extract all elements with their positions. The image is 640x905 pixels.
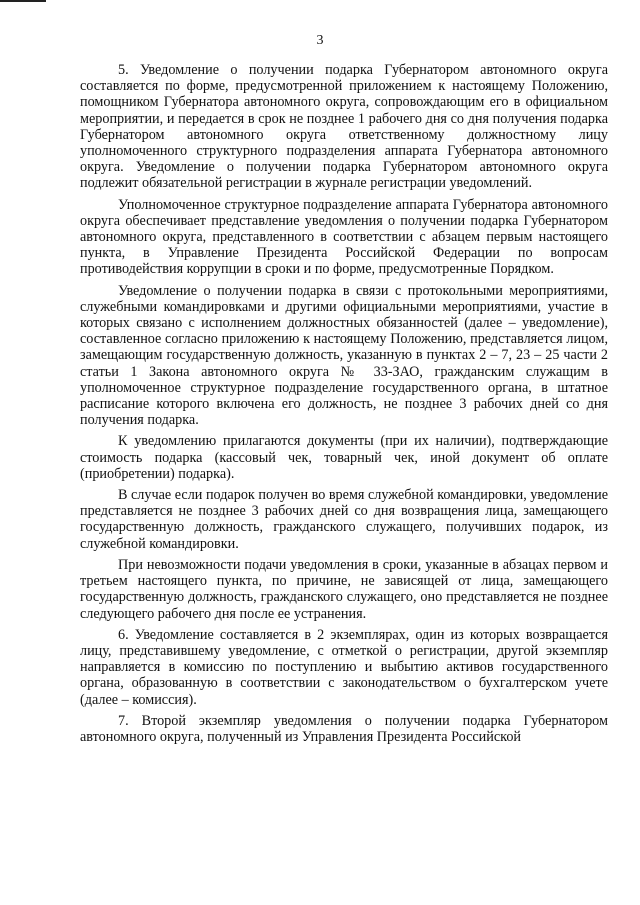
document-body [80, 62, 608, 750]
paragraph-business-trip: В случае если подарок получен во время служебной командировки, уведомление представляется не позднее 3 рабочих дней со дня возвращения лица, замещающего государственную должность, гражданского служащего, получивших подарок, из служебной командировки. [80, 487, 608, 552]
paragraph-documents: К уведомлению прилагаются документы (при их наличии), подтверждающие стоимость подарка (кассовый чек, товарный чек, иной документ об оплате (приобретении) подарка). [80, 433, 608, 482]
scan-corner-mark [0, 0, 46, 2]
page-number: 3 [316, 33, 324, 48]
paragraph-item-5: 5. Уведомление о получении подарка Губернатором автономного округа составляется по форме, предусмотренной приложением к настоящему Положению, помощником Губернатора автономного округа, сопровождающим его в официальном мероприятии, и передается в срок не позднее 1 рабочего дня со дня получения подарка Губернатором автономного округа ответственному должностному лицу уполномоченного структурного подразделения аппарата Губернатора автономного округа. Уведомление о получении подарка Губернатором автономного округа подлежит обязательной регистрации в журнале регистрации уведомлений. [80, 62, 608, 192]
paragraph-authorized-unit: Уполномоченное структурное подразделение аппарата Губернатора автономного округа обеспечивает представление уведомления о получении подарка Губернатором автономного округа, представленного в соответствии с абзацем первым настоящего пункта, в Управление Президента Российской Федерации по вопросам противодействия коррупции в сроки и по форме, предусмотренные Порядком. [80, 196, 608, 278]
paragraph-item-7: 7. Второй экземпляр уведомления о получении подарка Губернатором автономного округа, полученный из Управления Президента Российской [80, 712, 608, 745]
paragraph-notification: Уведомление о получении подарка в связи с протокольными мероприятиями, служебными командировками и другими официальными мероприятиями, участие в которых связано с исполнением должностных обязанностей (далее – уведомление), составленное согласно приложению к настоящему Положению, представляется лицом, замещающим государственную должность, указанную в пунктах 2 – 7, 23 – 25 части 2 статьи 1 Закона автономного округа № 33-ЗАО, гражданским служащим в уполномоченное структурное подразделение государственного органа, в штатное расписание которого включена его должность, не позднее 3 рабочих дней со дня получения подарка. [80, 282, 608, 429]
paragraph-item-6: 6. Уведомление составляется в 2 экземплярах, один из которых возвращается лицу, представившему уведомление, с отметкой о регистрации, другой экземпляр направляется в комиссию по поступлению и выбытию активов государственного органа, образованную в соответствии с законодательством о бухгалтерском учете (далее – комиссия). [80, 626, 608, 708]
paragraph-impossibility: При невозможности подачи уведомления в сроки, указанные в абзацах первом и третьем настоящего пункта, по причине, не зависящей от лица, замещающего государственную должность, гражданского служащего, оно представляется не позднее следующего рабочего дня после ее устранения. [80, 556, 608, 622]
